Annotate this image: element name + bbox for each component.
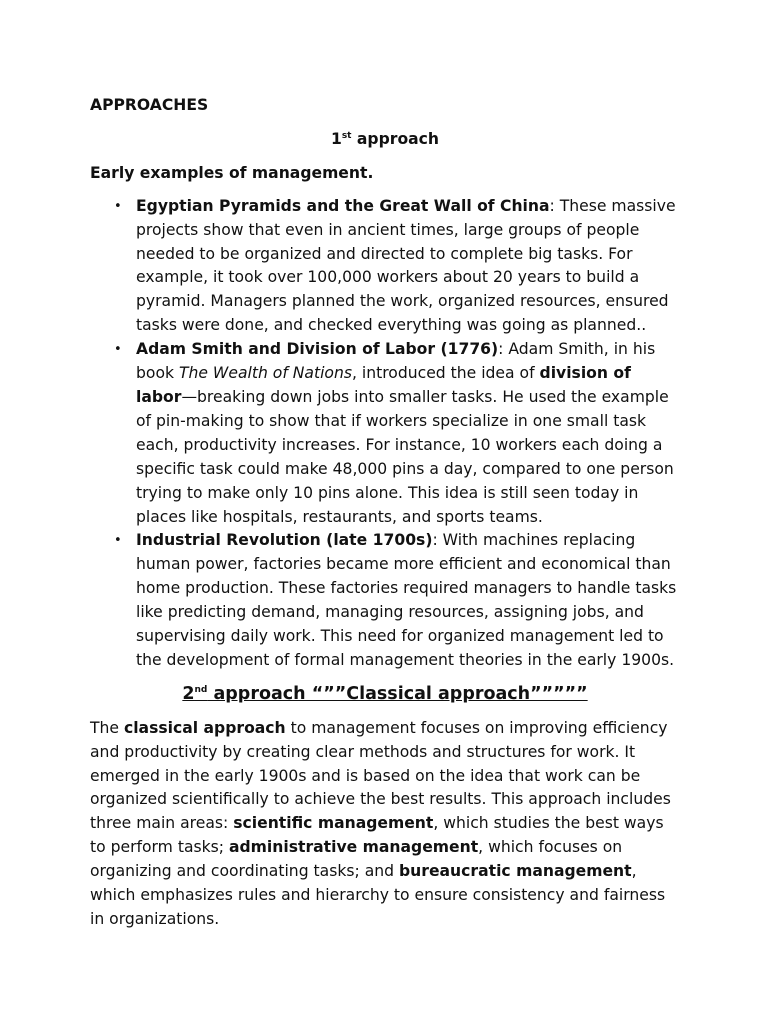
list-item-adam-smith	[114, 338, 680, 529]
administrative-management-term: administrative management	[229, 838, 479, 857]
document-heading: APPROACHES	[90, 96, 209, 114]
pyramids-title: Egyptian Pyramids and the Great Wall of China	[136, 196, 550, 215]
examples-list	[90, 195, 680, 673]
classical-text-5: , which emphasizes rules and hierarchy to ensure consistency and fairness in organizations.	[90, 862, 666, 928]
classical-text-4: , which focuses on organizing and coordinating tasks; and	[90, 838, 623, 881]
classical-approach-term: classical approach	[123, 718, 286, 737]
pyramids-text: : These massive projects show that even in ancient times, large groups of people needed to be organized and directed to complete big tasks. For example, it took over 100,000 workers about 20 years to build a pyramid. Managers planned the work, organized resources, ensured tasks were done, and checked everything was going as planned..	[136, 196, 676, 335]
classical-text-3: , which studies the best ways to perform tasks;	[90, 814, 664, 857]
classical-approach-paragraph	[90, 717, 680, 932]
list-item-industrial-revolution	[114, 529, 680, 672]
adam-smith-text-b: , introduced the idea of	[352, 364, 540, 383]
bullet-icon: •	[114, 342, 122, 358]
list-item-pyramids	[114, 195, 680, 338]
document-page	[90, 94, 680, 932]
approach-2-suffix: nd	[194, 685, 208, 696]
early-examples-subheading: Early examples of management.	[90, 163, 374, 182]
approach-2-label: approach “””Classical approach”””””	[207, 683, 588, 704]
approach-1-suffix: st	[341, 130, 352, 141]
scientific-management-term: scientific management	[233, 814, 434, 833]
book-title: The Wealth of Nations	[178, 364, 352, 383]
approach-2-ordinal: 2	[182, 683, 195, 704]
classical-text-2: to management focuses on improving efficiency and productivity by creating clear methods and structures for work. It emerged in the early 1900s and is based on the idea that work can be organized scientifically to achieve the best results. This approach includes three main areas:	[90, 718, 671, 833]
adam-smith-text-c: —breaking down jobs into smaller tasks. He used the example of pin-making to show that if workers specialize in one small task each, productivity increases. For instance, 10 workers each doing a specific task could make 48,000 pins a day, compared to one person trying to make only 10 pins alone. This idea is still seen today in places like hospitals, restaurants, and sports teams.	[136, 387, 674, 526]
division-of-labor-term: division of labor	[136, 364, 631, 406]
bureaucratic-management-term: bureaucratic management	[399, 862, 632, 881]
approach-1-label: approach	[351, 129, 440, 148]
approach-1-ordinal: 1	[330, 129, 342, 148]
classical-text-1: The	[90, 718, 124, 737]
bullet-icon: •	[114, 198, 122, 214]
approach-2-title	[90, 683, 680, 707]
industrial-revolution-text: : With machines replacing human power, factories became more efficient and economical than home production. These factories required managers to handle tasks like predicting demand, managing resources, assigning jobs, and supervising daily work. This need for organized management led to the development of formal management theories in the early 1900s.	[136, 531, 677, 669]
bullet-icon: •	[114, 533, 122, 549]
adam-smith-text-a: : Adam Smith, in his book	[136, 340, 656, 383]
adam-smith-title: Adam Smith and Division of Labor (1776)	[136, 340, 499, 359]
approach-1-title	[90, 128, 680, 152]
industrial-revolution-title: Industrial Revolution (late 1700s)	[136, 531, 433, 550]
